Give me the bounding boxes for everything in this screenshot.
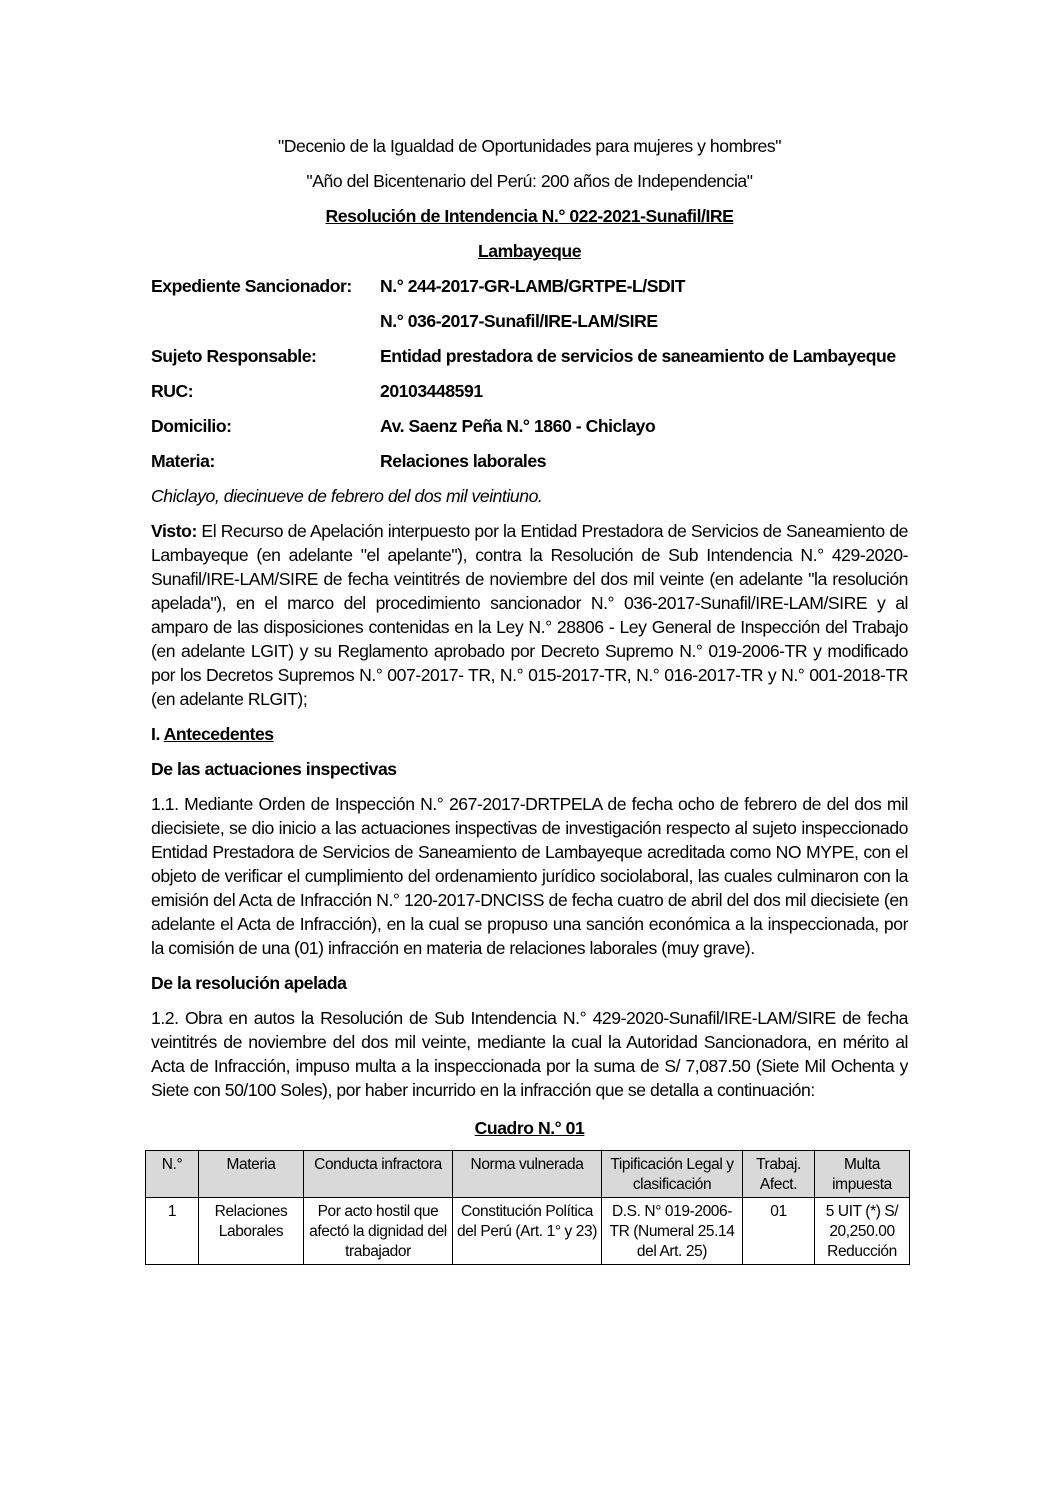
materia-label: Materia: <box>151 451 215 471</box>
materia-value: Relaciones laborales <box>380 451 547 471</box>
table-caption: Cuadro N.° 01 <box>474 1118 585 1138</box>
sujeto-value: Entidad prestadora de servicios de saneamiento de Lambayeque <box>380 346 896 366</box>
col-header-trabajadores: Trabaj. Afect. <box>743 1151 815 1198</box>
motto-bicentenario: "Año del Bicentenario del Perú: 200 años de Independencia" <box>306 171 753 191</box>
expediente-value-2: N.° 036-2017-Sunafil/IRE-LAM/SIRE <box>380 311 658 331</box>
col-header-numero: N.° <box>146 1151 199 1198</box>
ruc-value: 20103448591 <box>380 381 483 401</box>
visto-text: El Recurso de Apelación interpuesto por la Entidad Prestadora de Servicios de Saneamiento de Lambayeque (en adelante "el apelante"), contra la Resolución de Sub Intendencia N.° 429-2020-Sunafil/IRE-LAM/SIRE de fecha veintitrés de noviembre del dos mil veinte (en adelante "la resolución apelada"), en el marco del procedimiento sancionador N.° 036-2017-Sunafil/IRE-LAM/SIRE y al amparo de las disposiciones contenidas en la Ley N.° 28806 - Ley General de Inspección del Trabajo (en adelante LGIT) y su Reglamento aprobado por Decreto Supremo N.° 019-2006-TR y modificado por los Decretos Supremos N.° 007-2017- TR, N.° 015-2017-TR, N.° 016-2017-TR y N.° 001-2018-TR (en adelante RLGIT); <box>151 521 908 709</box>
subheading-actuaciones: De las actuaciones inspectivas <box>151 759 397 779</box>
cell-conducta: Por acto hostil que afectó la dignidad del trabajador <box>304 1198 453 1265</box>
expediente-value: N.° 244-2017-GR-LAMB/GRTPE-L/SDIT <box>380 276 686 296</box>
table-header-row <box>146 1151 910 1198</box>
col-header-norma: Norma vulnerada <box>453 1151 602 1198</box>
resolution-title: Resolución de Intendencia N.° 022-2021-Sunafil/IRE <box>325 206 734 226</box>
meta-row-materia <box>151 449 908 484</box>
col-header-materia: Materia <box>199 1151 304 1198</box>
meta-row-ruc <box>151 379 908 414</box>
domicilio-value: Av. Saenz Peña N.° 1860 - Chiclayo <box>380 416 656 436</box>
expediente-label: Expediente Sancionador: <box>151 276 352 296</box>
visto-label: Visto: <box>151 521 197 541</box>
document-body <box>151 134 908 1265</box>
section-title: Antecedentes <box>163 724 274 744</box>
visto-paragraph <box>151 519 908 711</box>
col-header-tipificacion: Tipificación Legal y clasificación <box>602 1151 743 1198</box>
meta-row-sujeto <box>151 344 908 379</box>
cell-tipificacion: D.S. N° 019-2006-TR (Numeral 25.14 del Art. 25) <box>602 1198 743 1265</box>
section-number: I. <box>151 724 164 744</box>
subheading-resolucion-apelada: De la resolución apelada <box>151 973 347 993</box>
cell-multa: 5 UIT (*) S/ 20,250.00 Reducción <box>815 1198 910 1265</box>
cell-norma: Constitución Política del Perú (Art. 1° y 23) <box>453 1198 602 1265</box>
sujeto-label: Sujeto Responsable: <box>151 346 317 366</box>
meta-row-domicilio <box>151 414 908 449</box>
date-line: Chiclayo, diecinueve de febrero del dos mil veintiuno. <box>151 486 543 506</box>
col-header-conducta: Conducta infractora <box>304 1151 453 1198</box>
resolution-title-line2: Lambayeque <box>477 241 582 261</box>
paragraph-1-2: 1.2. Obra en autos la Resolución de Sub Intendencia N.° 429-2020-Sunafil/IRE-LAM/SIRE de fecha veintitrés de noviembre del dos mil veinte, mediante la cual la Autoridad Sancionadora, en mérito al Acta de Infracción, impuso multa a la inspeccionada por la suma de S/ 7,087.50 (Siete Mil Ochenta y Siete con 50/100 Soles), por haber incurrido en la infracción que se detalla a continuación: <box>151 1008 908 1100</box>
paragraph-1-1: 1.1. Mediante Orden de Inspección N.° 267-2017-DRTPELA de fecha ocho de febrero de del dos mil diecisiete, se dio inicio a las actuaciones inspectivas de investigación respecto al sujeto inspeccionado Entidad Prestadora de Servicios de Saneamiento de Lambayeque acreditada como NO MYPE, con el objeto de verificar el cumplimiento del ordenamiento jurídico sociolaboral, las cuales culminaron con la emisión del Acta de Infracción N.° 120-2017-DNCISS de fecha cuatro de abril del dos mil diecisiete (en adelante el Acta de Infracción), en la cual se propuso una sanción económica a la inspeccionada, por la comisión de una (01) infracción en materia de relaciones laborales (muy grave). <box>151 794 908 958</box>
case-metadata <box>151 274 908 484</box>
ruc-label: RUC: <box>151 381 194 401</box>
infraction-table <box>145 1150 910 1265</box>
table-row <box>146 1198 910 1265</box>
section-heading-antecedentes <box>151 722 908 746</box>
meta-row-expediente <box>151 274 908 309</box>
cell-trabajadores: 01 <box>743 1198 815 1265</box>
domicilio-label: Domicilio: <box>151 416 232 436</box>
cell-numero: 1 <box>146 1198 199 1265</box>
cell-materia: Relaciones Laborales <box>199 1198 304 1265</box>
motto-decenio: "Decenio de la Igualdad de Oportunidades para mujeres y hombres" <box>277 136 782 156</box>
meta-row-expediente-2 <box>151 309 908 344</box>
col-header-multa: Multa impuesta <box>815 1151 910 1198</box>
